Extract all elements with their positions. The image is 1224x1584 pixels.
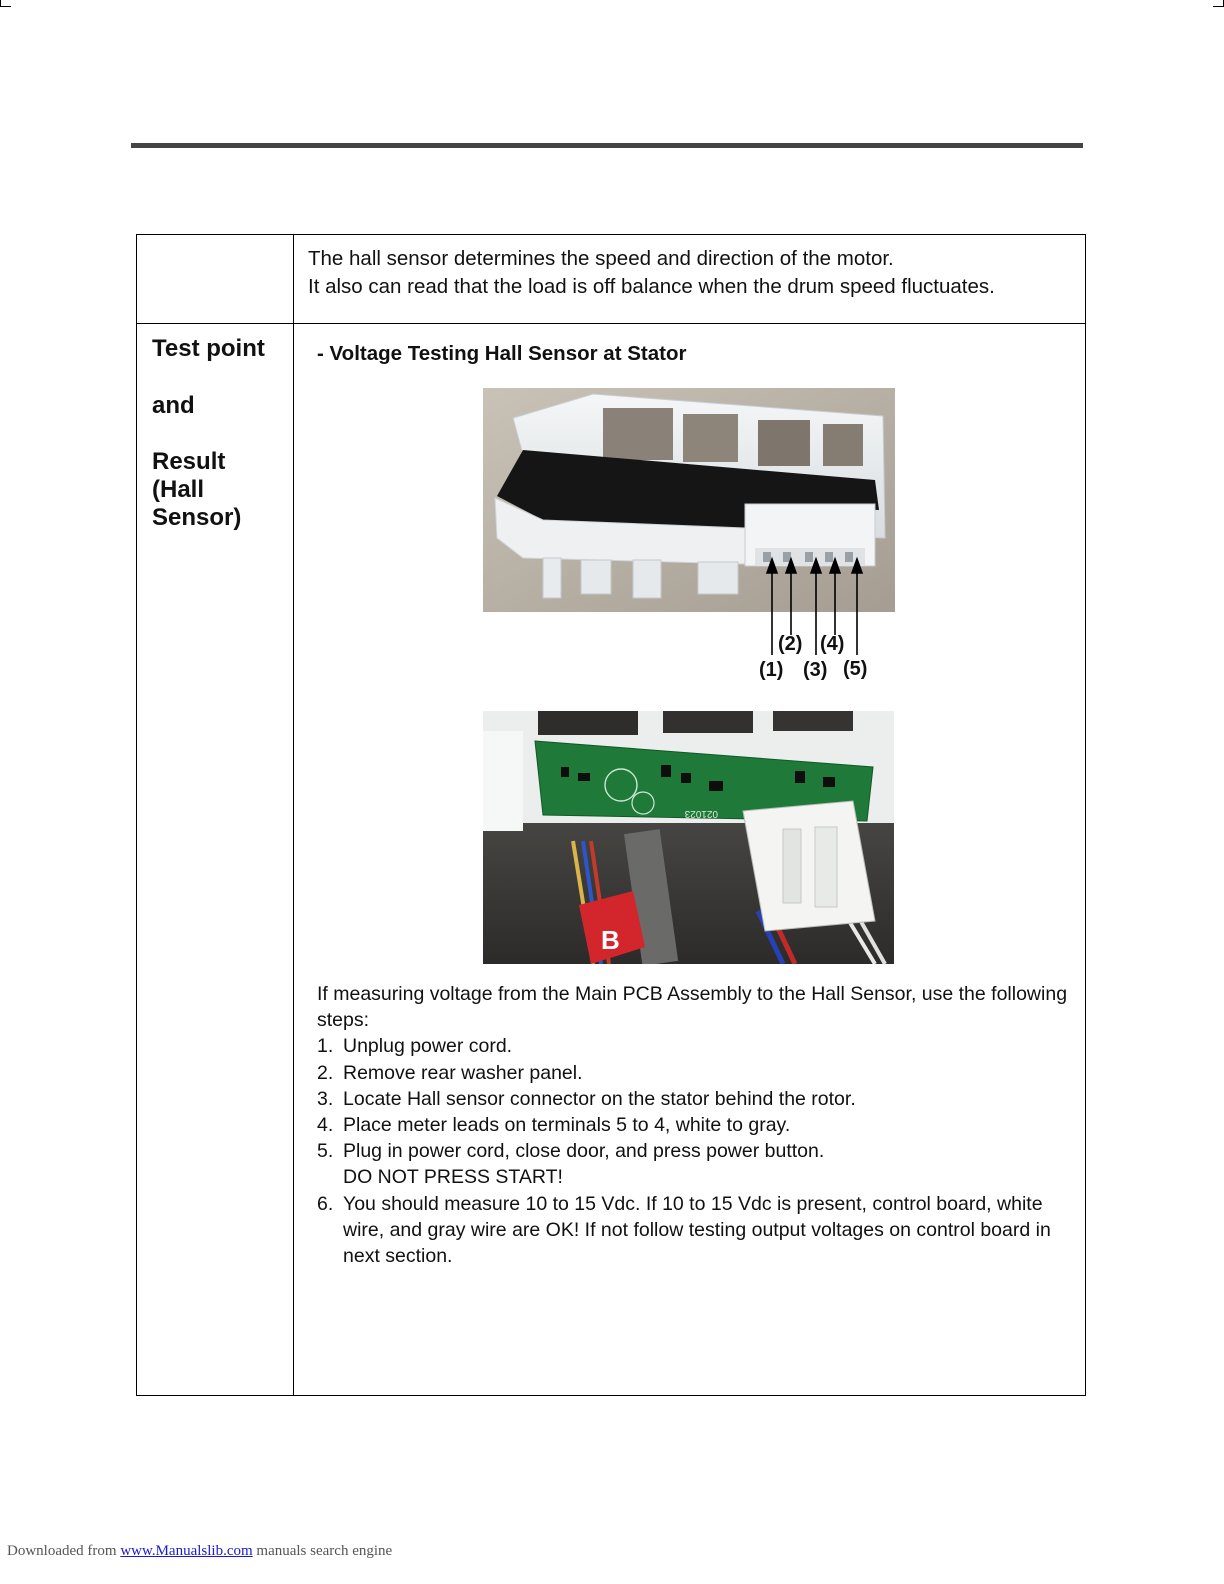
header-rule	[131, 143, 1083, 148]
row-label-line-1: Test point	[152, 335, 265, 362]
step-item	[317, 1112, 1077, 1138]
terminal-callouts	[747, 555, 887, 695]
footer-prefix: Downloaded from	[7, 1543, 117, 1559]
manualslib-link[interactable]: www.Manualslib.com	[120, 1543, 253, 1559]
step-text: Remove rear washer panel.	[343, 1061, 583, 1084]
callout-5: (5)	[843, 658, 868, 680]
step-number: 3.	[317, 1087, 334, 1110]
step-item	[317, 1033, 1077, 1059]
column-divider	[293, 235, 294, 1395]
step-text: Unplug power cord.	[343, 1035, 513, 1058]
step-number: 6.	[317, 1192, 334, 1215]
callout-3: (3)	[803, 659, 828, 681]
intro-text	[308, 245, 1078, 301]
step-item	[317, 1086, 1077, 1112]
steps-list	[317, 1033, 1077, 1269]
step-text: Plug in power cord, close door, and press power button.	[343, 1140, 825, 1163]
callout-2: (2)	[778, 633, 803, 655]
hall-sensor-pcb-photo	[483, 711, 894, 964]
step-number: 1.	[317, 1035, 334, 1058]
row-label-line-2: and	[152, 392, 195, 419]
step-item	[317, 1191, 1077, 1270]
tag-letter: B	[601, 925, 620, 955]
pcb-code: 021023	[684, 808, 718, 819]
step-text: Place meter leads on terminals 5 to 4, white to gray.	[343, 1114, 791, 1137]
row-divider	[137, 323, 1085, 324]
callout-4: (4)	[820, 633, 845, 655]
section-heading: - Voltage Testing Hall Sensor at Stator	[317, 342, 687, 365]
test-instructions	[317, 981, 1077, 1269]
step-text: Locate Hall sensor connector on the stator behind the rotor.	[343, 1087, 856, 1110]
step-item	[317, 1060, 1077, 1086]
intro-line-2: It also can read that the load is off balance when the drum speed fluctuates.	[308, 275, 995, 298]
crop-mark-right	[1213, 0, 1224, 7]
footer-suffix: manuals search engine	[256, 1543, 393, 1559]
download-footer	[7, 1543, 392, 1560]
step-number: 2.	[317, 1061, 334, 1084]
step-item	[317, 1138, 1077, 1190]
step-number: 4.	[317, 1114, 334, 1137]
callout-1: (1)	[759, 659, 784, 681]
step-text: You should measure 10 to 15 Vdc. If 10 to 15 Vdc is present, control board, white wire, and gray wire are OK! If not follow testing output voltages on control board in next section.	[343, 1192, 1051, 1268]
crop-mark-left	[0, 0, 11, 7]
instructions-intro: If measuring voltage from the Main PCB Assembly to the Hall Sensor, use the following steps:	[317, 983, 1068, 1032]
intro-line-1: The hall sensor determines the speed and direction of the motor.	[308, 247, 894, 270]
step-number: 5.	[317, 1140, 334, 1163]
row-label-line-3: Result (Hall Sensor)	[152, 448, 242, 531]
step-warning: DO NOT PRESS START!	[343, 1166, 563, 1189]
hall-sensor-table	[136, 234, 1086, 1396]
